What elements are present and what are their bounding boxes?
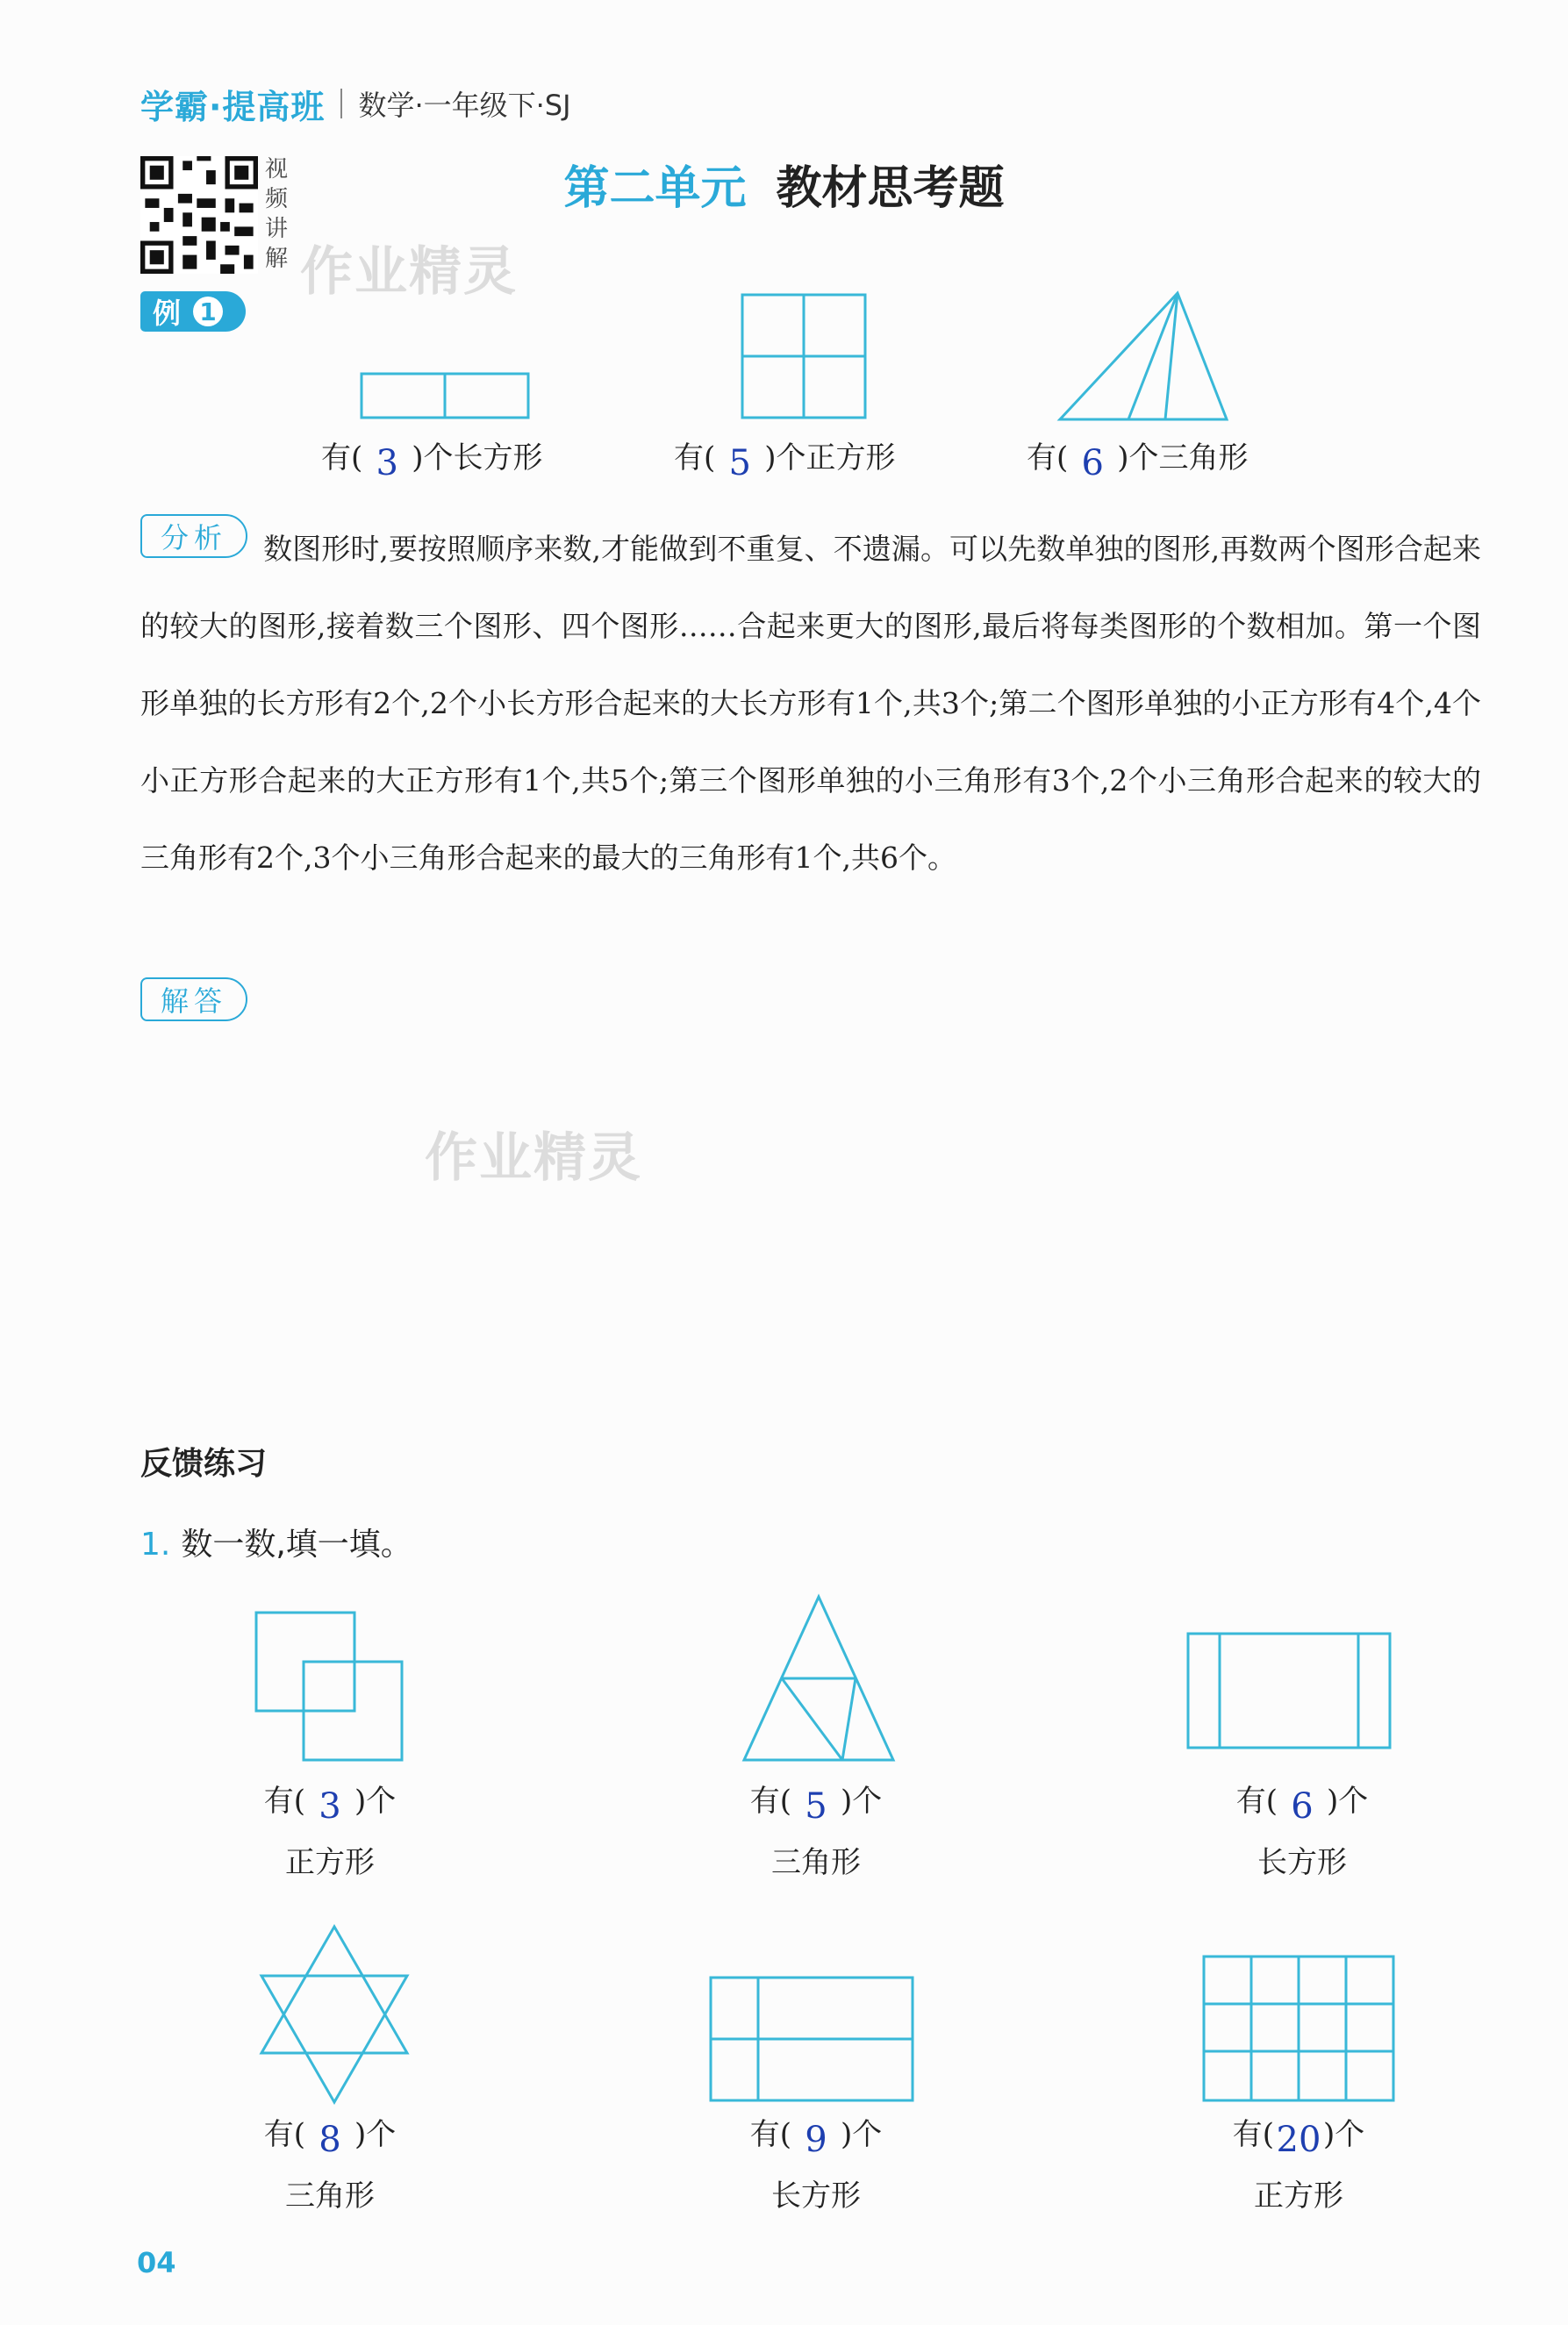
- subdivided-triangle-figure: [741, 1593, 897, 1765]
- question-number: 1.: [140, 1527, 171, 1563]
- watermark: 作业精灵: [300, 241, 518, 303]
- example-triangle-figure: [1056, 290, 1232, 423]
- analysis-tag: 分析: [140, 514, 247, 558]
- shape-name: 三角形: [771, 1845, 861, 1880]
- answer-value[interactable]: 6: [1291, 1786, 1314, 1827]
- caption-suffix: )个: [354, 1784, 397, 1819]
- caption-prefix: 有(: [263, 2117, 305, 2152]
- analysis-text: [140, 511, 1481, 897]
- caption-prefix: 有(: [749, 1784, 791, 1819]
- item-caption: [1167, 2102, 1430, 2165]
- caption-prefix: 有(: [1027, 440, 1069, 476]
- caption-suffix: )个: [841, 1784, 883, 1819]
- caption-prefix: 有(: [1235, 1784, 1278, 1819]
- shape-name: 三角形: [285, 2178, 375, 2214]
- shape-name: 正方形: [285, 1845, 375, 1880]
- caption-prefix: 有(: [749, 2117, 791, 2152]
- caption-prefix: 有(: [321, 440, 363, 476]
- star-of-david-figure: [254, 1921, 414, 2107]
- feedback-section-title: 反馈练习: [140, 1446, 268, 1482]
- overlapping-squares-figure: [253, 1609, 407, 1767]
- item-caption: [684, 2102, 948, 2165]
- example-square-figure: [741, 293, 869, 421]
- page-title: [0, 151, 1568, 217]
- answer-value[interactable]: 3: [319, 1786, 341, 1827]
- feedback-item-1: [198, 1769, 462, 1893]
- question-1: [140, 1520, 412, 1564]
- feedback-item-6: [1167, 2102, 1430, 2227]
- item-caption: [684, 1769, 948, 1832]
- qr-label-char: 讲: [265, 216, 289, 242]
- example-number: 1: [193, 297, 223, 326]
- unit-title: 第二单元: [563, 162, 747, 215]
- header-brand: [140, 77, 571, 130]
- item-caption: [198, 2102, 462, 2165]
- answer-value[interactable]: 8: [319, 2120, 341, 2160]
- answer-value[interactable]: 20: [1276, 2120, 1321, 2160]
- example-caption-2: [674, 433, 896, 483]
- caption-suffix: )个正方形: [764, 440, 896, 476]
- answer-value[interactable]: 5: [805, 1786, 827, 1827]
- feedback-item-5: [684, 2102, 948, 2227]
- item-caption: [198, 1769, 462, 1832]
- analysis-body: 数图形时,要按照顺序来数,才能做到不重复、不遗漏。可以先数单独的图形,再数两个图形合起来的较大的图形,接着数三个图形、四个图形……合起来更大的图形,最后将每类图形的个数相加。第一个图形单独的长方形有2个,2个小长方形合起来的大长方形有1个,共3个;第二个图形单独的小正方形有4个,4个小正方形合起来的大正方形有1个,共5个;第三个图形单独的小三角形有3个,2个小三角形合起来的较大的三角形有2个,3个小三角形合起来的最大的三角形有1个,共6个。: [140, 532, 1481, 875]
- caption-suffix: )个: [1327, 1784, 1369, 1819]
- shape-name: 长方形: [771, 2178, 861, 2214]
- feedback-item-3: [1171, 1769, 1434, 1893]
- example-caption-1: [321, 433, 543, 483]
- page-number: 04: [137, 2246, 176, 2279]
- example-badge: [140, 291, 246, 332]
- three-rectangles-figure: [1185, 1630, 1395, 1753]
- section-title: 教材思考题: [776, 162, 1005, 215]
- caption-suffix: )个: [354, 2117, 397, 2152]
- shape-name: 长方形: [1257, 1845, 1347, 1880]
- caption-prefix: 有(: [674, 440, 716, 476]
- caption-suffix: )个三角形: [1117, 440, 1249, 476]
- square-grid-figure: [1200, 1953, 1399, 2104]
- example-caption-3: [1027, 433, 1249, 483]
- grid-rectangles-figure: [707, 1974, 916, 2106]
- example-label: 例: [153, 297, 182, 330]
- answer-value[interactable]: 5: [728, 443, 751, 483]
- shape-name: 正方形: [1254, 2178, 1343, 2214]
- subject-label: 数学·一年级下·SJ: [358, 89, 571, 122]
- caption-prefix: 有(: [1232, 2117, 1274, 2152]
- question-text: 数一数,填一填。: [181, 1527, 412, 1563]
- answer-value[interactable]: 9: [805, 2120, 827, 2160]
- item-caption: [1171, 1769, 1434, 1832]
- watermark: 作业精灵: [425, 1127, 642, 1189]
- header-divider: [340, 89, 342, 118]
- caption-prefix: 有(: [263, 1784, 305, 1819]
- brand-logo: 学霸·提高班: [140, 87, 326, 126]
- feedback-item-2: [684, 1769, 948, 1893]
- caption-suffix: )个长方形: [412, 440, 543, 476]
- example-rectangle-figure: [360, 372, 532, 421]
- caption-suffix: )个: [1323, 2117, 1365, 2152]
- qr-label-char: 解: [265, 246, 289, 272]
- answer-value[interactable]: 6: [1081, 443, 1104, 483]
- qr-label-char: 视: [265, 156, 289, 182]
- caption-suffix: )个: [841, 2117, 883, 2152]
- qr-label-char: 频: [265, 186, 289, 212]
- feedback-item-4: [198, 2102, 462, 2227]
- answer-tag: 解答: [140, 977, 247, 1021]
- answer-value[interactable]: 3: [376, 443, 398, 483]
